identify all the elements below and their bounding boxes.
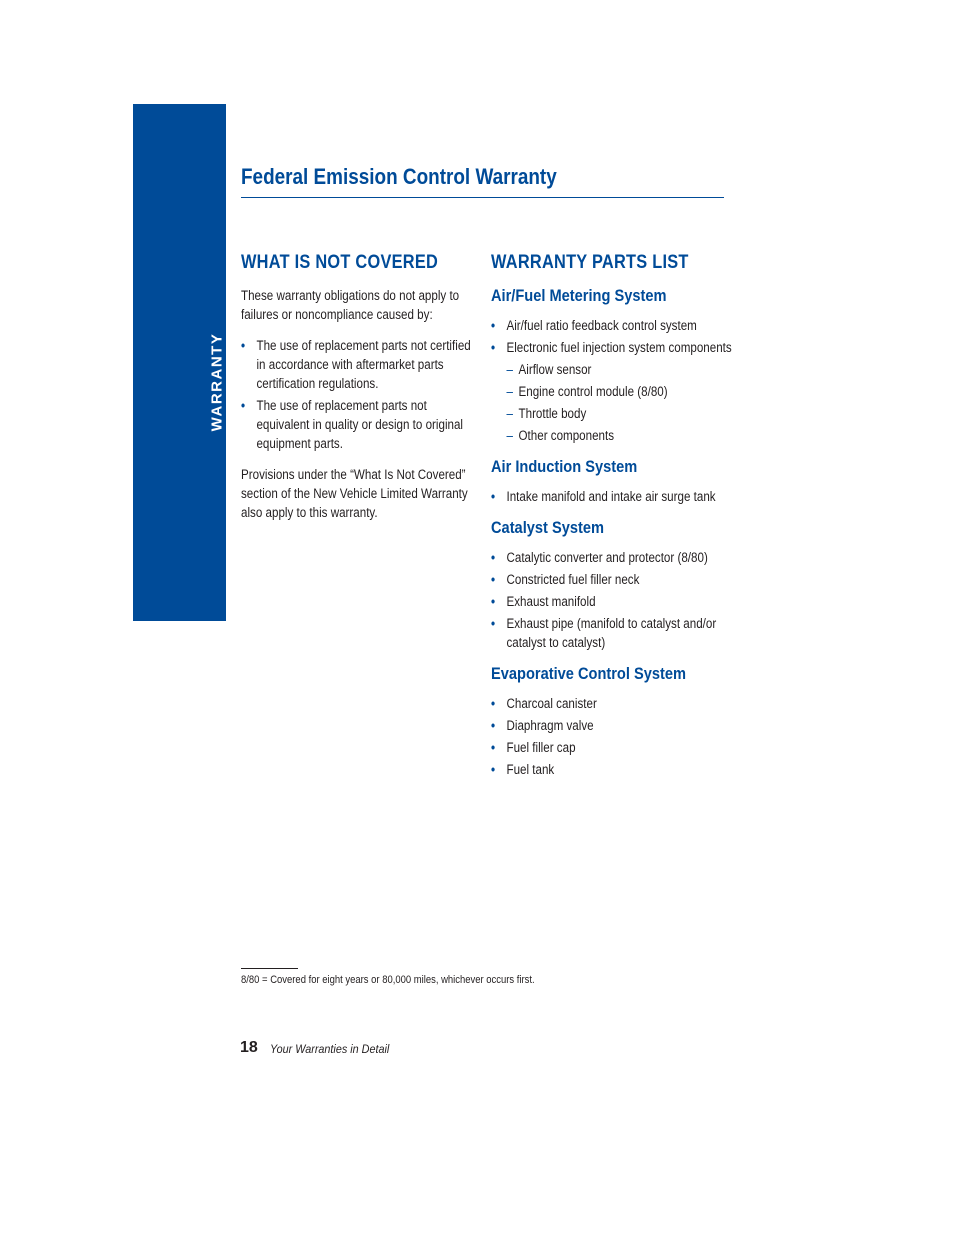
bullet-icon: • bbox=[491, 572, 496, 587]
list-item bbox=[491, 716, 732, 735]
bullet-icon: • bbox=[491, 489, 496, 504]
dash-icon: – bbox=[506, 362, 513, 377]
list-item bbox=[491, 487, 732, 506]
section-list bbox=[491, 548, 732, 652]
list-item-text: Charcoal canister bbox=[506, 696, 597, 711]
bullet-icon: • bbox=[491, 696, 496, 711]
list-item-text: Diaphragm valve bbox=[506, 718, 594, 733]
sidebar-label: WARRANTY bbox=[208, 332, 226, 432]
list-item-text: Fuel tank bbox=[506, 762, 555, 777]
bullet-icon: • bbox=[491, 340, 496, 355]
dash-icon: – bbox=[506, 384, 513, 399]
bullet-icon: • bbox=[491, 550, 496, 565]
footnote: 8/80 = Covered for eight years or 80,000 miles, whichever occurs first. bbox=[241, 974, 535, 986]
list-item bbox=[241, 336, 478, 393]
list-item bbox=[491, 316, 732, 335]
bullet-icon: • bbox=[491, 594, 496, 609]
catalyst-section bbox=[491, 518, 732, 652]
bullet-icon: • bbox=[491, 740, 496, 755]
not-covered-intro: These warranty obligations do not apply to failures or noncompliance caused by: bbox=[241, 288, 460, 322]
section-list bbox=[491, 694, 732, 779]
list-item bbox=[491, 338, 732, 445]
bullet-icon: • bbox=[491, 318, 496, 333]
list-item-text: The use of replacement parts not certified in accordance with aftermarket parts certification regulations. bbox=[256, 338, 471, 391]
list-item bbox=[491, 738, 732, 757]
dash-icon: – bbox=[506, 428, 513, 443]
provisions-text: Provisions under the “What Is Not Covered” section of the New Vehicle Limited Warranty also apply to this warranty. bbox=[241, 467, 468, 520]
sub-list-item-text: Other components bbox=[518, 428, 615, 443]
sub-list-item-text: Throttle body bbox=[518, 406, 587, 421]
bullet-icon: • bbox=[491, 616, 496, 631]
list-item bbox=[491, 570, 732, 589]
list-item-text: Intake manifold and intake air surge tank bbox=[506, 489, 716, 504]
not-covered-column bbox=[241, 252, 477, 534]
list-item-text: Electronic fuel injection system components bbox=[506, 340, 732, 355]
list-item bbox=[491, 548, 732, 567]
page-number: 18 bbox=[240, 1039, 258, 1056]
list-item-text: Constricted fuel filler neck bbox=[506, 572, 640, 587]
running-footer: Your Warranties in Detail bbox=[270, 1042, 390, 1056]
title-divider bbox=[241, 197, 724, 198]
footnote-divider bbox=[241, 968, 298, 969]
list-item-text: Exhaust manifold bbox=[506, 594, 596, 609]
list-item bbox=[491, 694, 732, 713]
sub-list-item bbox=[506, 404, 731, 423]
evaporative-control-section bbox=[491, 664, 732, 779]
bullet-icon: • bbox=[241, 398, 246, 413]
not-covered-heading: WHAT IS NOT COVERED bbox=[241, 252, 439, 273]
sub-list-item-text: Engine control module (8/80) bbox=[518, 384, 668, 399]
list-item bbox=[491, 760, 732, 779]
parts-list-column bbox=[491, 252, 731, 791]
list-item bbox=[241, 396, 478, 453]
air-induction-section bbox=[491, 457, 732, 506]
section-list bbox=[491, 316, 732, 445]
bullet-icon: • bbox=[491, 762, 496, 777]
section-title: Evaporative Control System bbox=[491, 664, 687, 683]
parts-list-heading: WARRANTY PARTS LIST bbox=[491, 252, 689, 273]
list-item-text: Fuel filler cap bbox=[506, 740, 576, 755]
list-item-text: Exhaust pipe (manifold to catalyst and/or catalyst to catalyst) bbox=[506, 616, 717, 650]
section-title: Catalyst System bbox=[491, 518, 604, 537]
list-item-text: The use of replacement parts not equivalent in quality or design to original equipment parts. bbox=[256, 398, 464, 451]
sub-list-item bbox=[506, 382, 731, 401]
sub-list bbox=[506, 360, 731, 445]
sub-list-item bbox=[506, 360, 731, 379]
section-title: Air Induction System bbox=[491, 457, 638, 476]
air-fuel-metering-section bbox=[491, 286, 732, 445]
section-list bbox=[491, 487, 732, 506]
list-item-text: Catalytic converter and protector (8/80) bbox=[506, 550, 708, 565]
not-covered-list bbox=[241, 336, 478, 453]
sub-list-item bbox=[506, 426, 731, 445]
list-item-text: Air/fuel ratio feedback control system bbox=[506, 318, 697, 333]
section-title: Air/Fuel Metering System bbox=[491, 286, 667, 305]
dash-icon: – bbox=[506, 406, 513, 421]
sub-list-item-text: Airflow sensor bbox=[518, 362, 592, 377]
bullet-icon: • bbox=[241, 338, 246, 353]
bullet-icon: • bbox=[491, 718, 496, 733]
list-item bbox=[491, 592, 732, 611]
list-item bbox=[491, 614, 732, 652]
page-title: Federal Emission Control Warranty bbox=[241, 164, 557, 189]
